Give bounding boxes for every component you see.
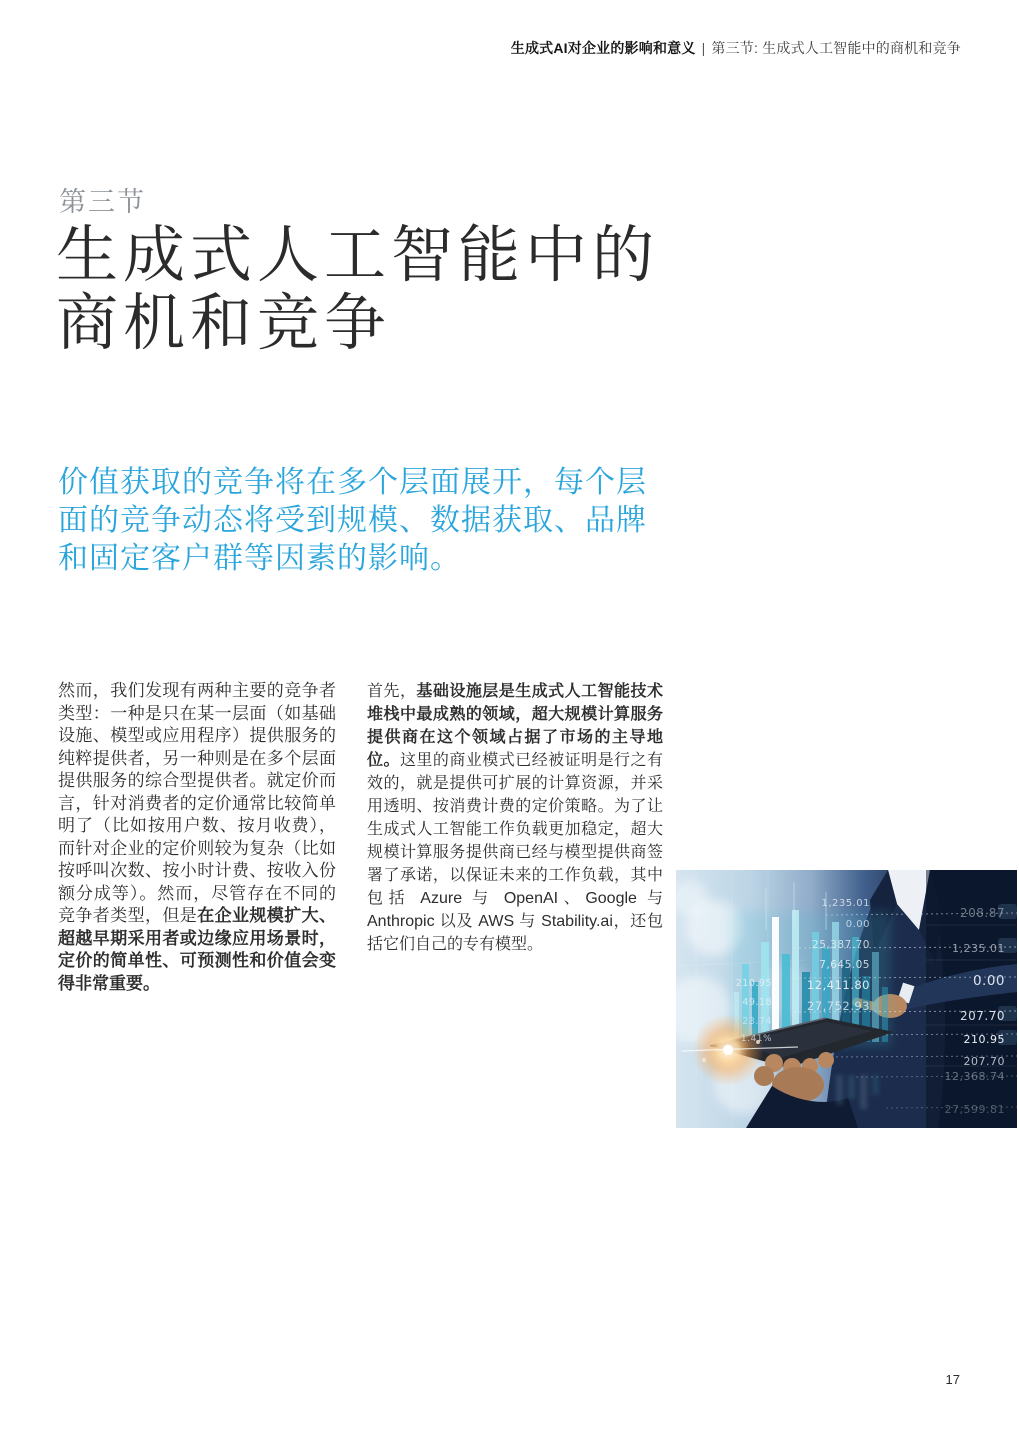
ticker-number: 207.70 — [963, 1055, 1005, 1068]
running-header-separator: | — [701, 40, 706, 56]
body-text-bold-run: 在企业规模扩大、超越早期采用者或边缘应用场景时，定价的简单性、可预测性和价值会变得非常重要。 — [58, 906, 337, 993]
ticker-number: 1,235.01 — [952, 942, 1005, 955]
ticker-number: 49.18 — [742, 997, 772, 1008]
ticker-number: 208.87 — [960, 906, 1005, 920]
businessman-tablet-photo — [676, 870, 1017, 1128]
section-label: 第三节 — [59, 187, 146, 217]
body-column-left — [58, 680, 336, 995]
page-title-line-1: 生成式人工智能中的 — [56, 221, 660, 290]
ticker-number: 27,752.93 — [806, 999, 870, 1013]
ticker-number: 1.41% — [740, 1034, 772, 1044]
body-text-run: 然而，我们发现有两种主要的竞争者类型：一种是只在某一层面（如基础设施、模型或应用程序）提供服务的纯粹提供者，另一种则是在多个层面提供服务的综合型提供者。就定价而言，针对消费者的定价通常比较简单明了（比如按用户数、按月收费），而针对企业的定价则较为复杂（比如按呼叫次数、按小时计费、按收入份额分成等）。然而，尽管存在不同的竞争者类型，但是 — [58, 681, 336, 925]
ticker-number: 23.74 — [742, 1016, 772, 1027]
ticker-numbers-left — [678, 1034, 708, 1044]
body-text-run: 首先， — [367, 683, 417, 700]
running-header-book-title: 生成式AI对企业的影响和意义 — [510, 40, 696, 56]
ticker-number: 12,411.80 — [806, 978, 870, 992]
ticker-number: 0.00 — [845, 919, 870, 930]
ticker-number: 207.70 — [960, 1009, 1005, 1023]
ticker-numbers-right — [893, 906, 1005, 1116]
lede-paragraph: 价值获取的竞争将在多个层面展开，每个层面的竞争动态将受到规模、数据获取、品牌和固定客户群等因素的影响。 — [58, 466, 647, 575]
ticker-number: 12,368.74 — [944, 1070, 1005, 1083]
ticker-number: 1.92 — [678, 1034, 699, 1044]
page-title-line-2: 商机和竞争 — [56, 289, 392, 358]
running-header-chapter-ref: 第三节: 生成式人工智能中的商机和竞争 — [711, 40, 961, 56]
running-header — [511, 38, 961, 58]
ticker-number: 210.95 — [963, 1033, 1005, 1046]
ticker-number: 210.95 — [735, 978, 772, 989]
body-text-run: 这里的商业模式已经被证明是行之有效的，就是提供可扩展的计算资源，并采用透明、按消费计费的定价策略。为了让生成式人工智能工作负载更加稳定，超大规模计算服务提供商已经与模型提供商签署了承诺，以保证未来的工作负载，其中包括 Azure 与 OpenAI、Google 与 Anthropic 以及 AWS 与 Stability.ai，还包括它们自己的专有模型。 — [367, 752, 663, 953]
ticker-number: 25,387.70 — [812, 939, 870, 951]
ticker-number: 27,599.81 — [944, 1103, 1005, 1116]
ticker-number: 7,645.05 — [819, 959, 870, 971]
page-number: 17 — [945, 1372, 960, 1387]
body-column-right — [367, 680, 663, 956]
page-title — [56, 222, 736, 358]
ticker-numbers-mid — [774, 898, 870, 1013]
ticker-number: 0.00 — [972, 973, 1005, 989]
ticker-number: 1,235.01 — [821, 898, 870, 909]
body-text-bold-run: 基础设施层是生成式人工智能技术堆栈中最成熟的领域，超大规模计算服务提供商在这个领域占据了市场的主导地位。 — [367, 683, 663, 769]
